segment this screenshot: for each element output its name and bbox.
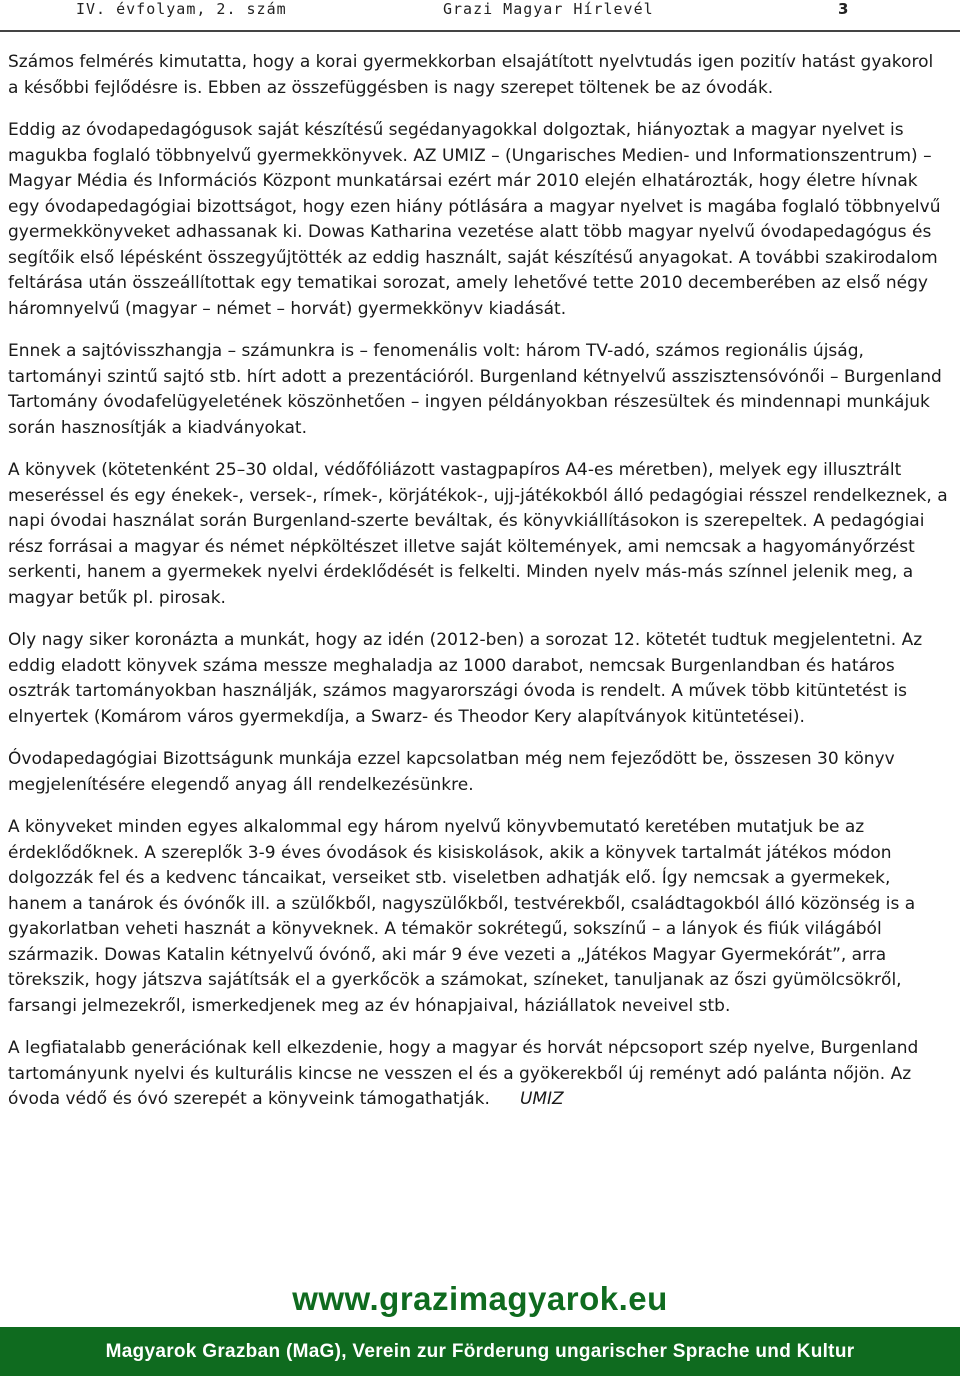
website-link[interactable]: www.grazimagyarok.eu bbox=[292, 1280, 668, 1317]
paragraph-success: Oly nagy siker koronázta a munkát, hogy az idén (2012-ben) a sorozat 12. kötetét tudtuk megjelentetni. Az eddig eladott könyvek száma messze meghaladja az 1000 darabot, nemcsak Burgenlandban és határos osztrák tartományokban használják, számos magyarországi óvoda is rendelt. A művek több kitüntetést is elnyertek (Komárom város gyermekdíja, a Swarz- és Theodor Kery alapítványok kitüntetései). bbox=[8, 630, 923, 727]
page-number: 3 bbox=[838, 0, 850, 18]
footer-bar bbox=[0, 1327, 960, 1376]
paragraph-background: Eddig az óvodapedagógusok saját készítésű segédanyagokkal dolgoztak, hiányoztak a magyar nyelvet is magukba foglaló többnyelvű gyermekkönyvek. AZ UMIZ – (Ungarisches Medien- und Informationszentrum) – Magyar Média és Információs Központ munkatársai ezért már 2010 elején elhatározták, hogy életre hívnak egy óvodapedagógiai bizottságot, hogy ezen hiány pótlására a magyar nyelvet is magába foglaló többnyelvű gyermekkönyveket adhassanak ki. Dowas Katharina vezetése alatt több magyar nyelvű óvodapedagógus és segítőik első lépésként összegyűjtötték az eddig használt, saját készítésű anyagokat. A további szakirodalom feltárása után összeállítottak egy tematikai sorozat, amely lehetővé tette 2010 decemberében az első négy háromnyelvű (magyar – német – horvát) gyermekkönyv kiadását. bbox=[8, 120, 941, 319]
paragraph-books: A könyvek (kötetenként 25–30 oldal, védőfóliázott vastagpapíros A4-es méretben), melyek egy illusztrált meseréssel és egy énekek-, versek-, rímek-, körjátékok-, ujj-játékokból álló pedagógiai résszel rendelkeznek, a napi óvodai használat során Burgenland-szerte beváltak, és könyvkiállításokon is szerepeltek. A pedagógiai rész forrásai a magyar és német népköltészet illetve saját költemények, ami nemcsak a hagyományőrzést serkenti, hanem a gyermekek nyelvi érdeklődését is felkelti. Minden nyelv más-más színnel jelenik meg, a magyar betűk pl. pirosak. bbox=[8, 460, 948, 608]
issue-label: IV. évfolyam, 2. szám bbox=[76, 0, 287, 18]
article-body bbox=[8, 50, 948, 1130]
header-divider bbox=[0, 30, 960, 32]
paragraph-press: Ennek a sajtóvisszhangja – számunkra is – fenomenális volt: három TV-adó, számos regionális újság, tartományi szintű sajtó stb. hírt adott a prezentációról. Burgenland kétnyelvű asszisztensóvónői – Burgenland Tartomány óvodafelügyeletének köszönhetően – ingyen példányokban részesültek és mindennapi munkájuk során hasznosítják a kiadványokat. bbox=[8, 341, 942, 438]
paragraph-presentations: A könyveket minden egyes alkalommal egy három nyelvű könyvbemutató keretében mutatjuk be az érdeklődőknek. A szereplők 3-9 éves óvodások és kisiskolások, akik a könyvek tartalmát játékos módon dolgozzák fel és a kedvenc táncaikat, verseiket stb. viseletben adhatják elő. Így nemcsak a gyermekek, hanem a tanárok és óvónők ill. a szülőkből, nagyszülőkből, testvérekből, családtagokból álló közönség is a gyakorlatban veheti hasznát a könyveknek. A témakör sokrétegű, sokszínű – a lányok és fiúk világából származik. Dowas Katalin kétnyelvű óvónő, aki már 9 éve vezeti a „Játékos Magyar Gyermekórát”, arra törekszik, hogy játszva sajátítsák el a gyerkőcök a számokat, színeket, tanuljanak az őszi gyümölcsökről, farsangi jelmezekről, ismerkedjenek meg az év hónapjaival, háziállatok neveivel stb. bbox=[8, 817, 916, 1016]
paragraph-closing bbox=[8, 1036, 948, 1113]
paragraph-committee: Óvodapedagógiai Bizottságunk munkája ezzel kapcsolatban még nem fejeződött be, összesen 30 könyv megjelenítésére elegendő anyag áll rendelkezésünkre. bbox=[8, 749, 895, 795]
publication-title: Grazi Magyar Hírlevél bbox=[443, 0, 654, 18]
page-header bbox=[0, 0, 960, 24]
closing-text: A legfiatalabb generációnak kell elkezdenie, hogy a magyar és horvát népcsoport szép nyelve, Burgenland tartományunk nyelvi és kulturális kincse ne vesszen el és a gyökerekből új reményt adó palánta nőjön. Az óvoda védő és óvó szerepét a könyveink támogathatják. bbox=[8, 1038, 919, 1109]
signature: UMIZ bbox=[519, 1089, 564, 1109]
organization-name: Magyarok Grazban (MaG), Verein zur Förderung ungarischer Sprache und Kultur bbox=[105, 1340, 855, 1362]
paragraph-intro: Számos felmérés kimutatta, hogy a korai gyermekkorban elsajátított nyelvtudás igen pozitív hatást gyakorol a későbbi fejlődésre is. Ebben az összefüggésben is nagy szerepet töltenek be az óvodák. bbox=[8, 52, 934, 98]
